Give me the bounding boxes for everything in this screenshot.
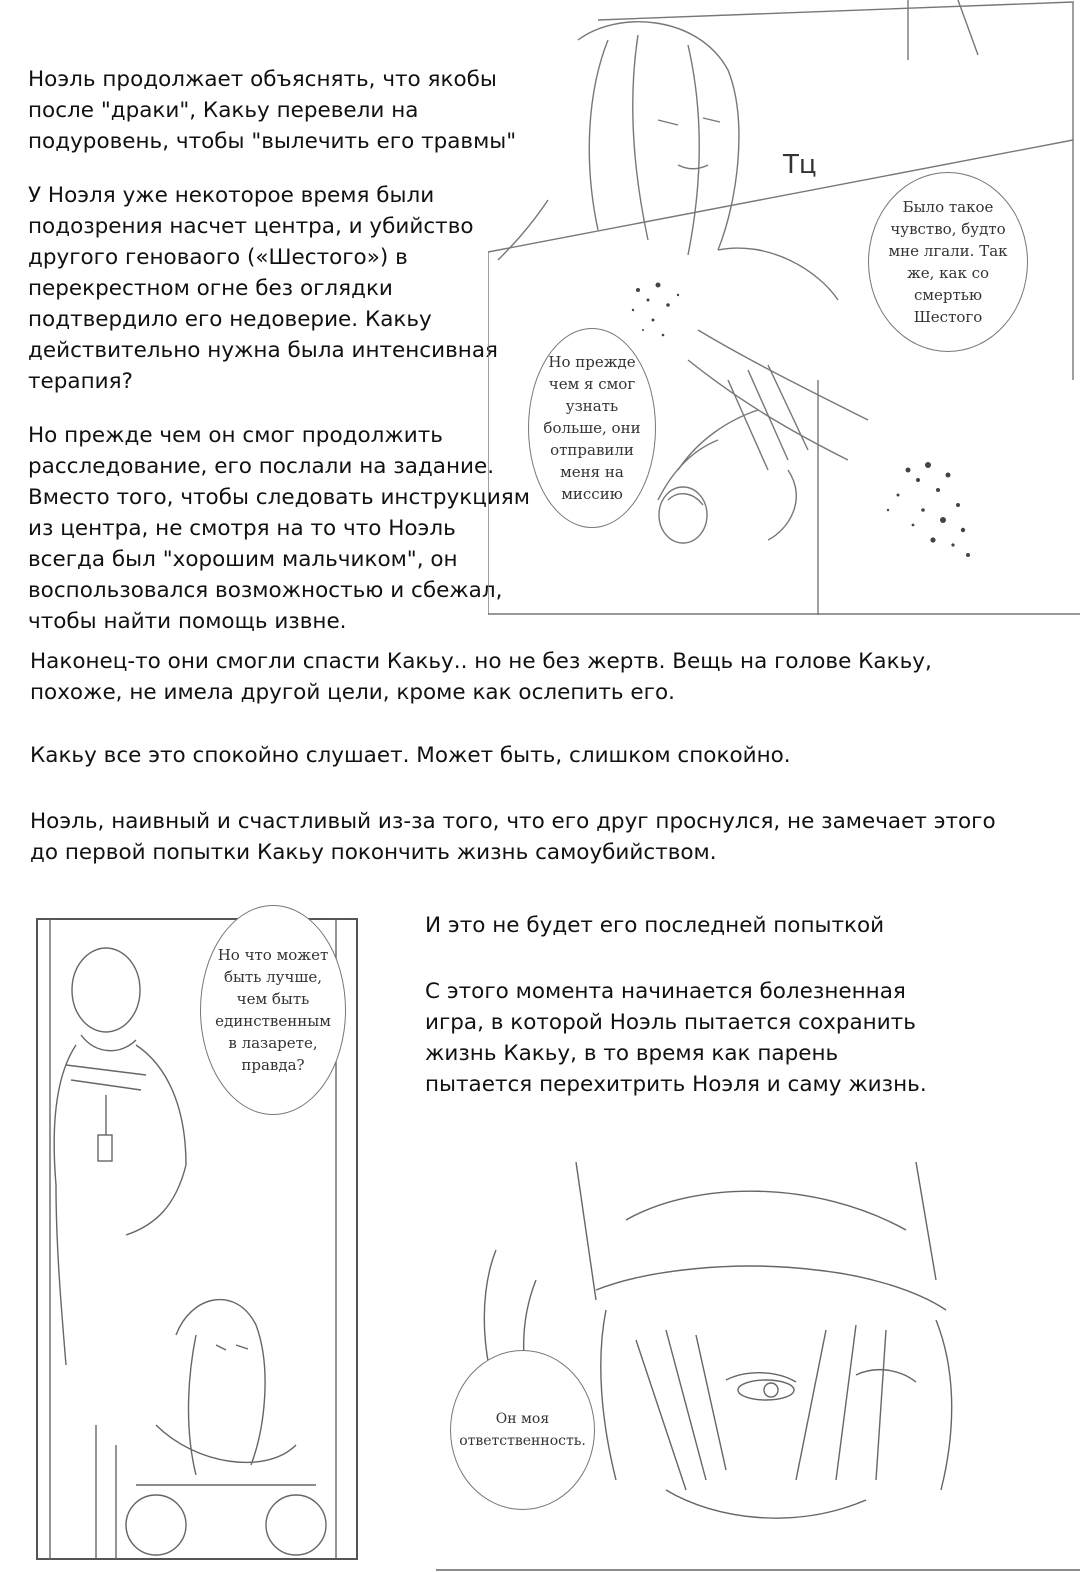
paragraph-naive: Ноэль, наивный и счастливый из-за того, что его друг проснулся, не замечает этого до первой попытки Какьу покончить жизнь самоубийством. <box>30 809 996 865</box>
paragraph-mission: Но прежде чем он смог продолжить расследование, его послали на задание. Вместо того, чтобы следовать инструкциям из центра, не смотря на то что Ноэль всегда был "хорошим мальчиком", он воспользовался возможностью и сбежал, чтобы найти помощь извне. <box>28 423 530 634</box>
sfx-tsk: Тц <box>783 150 817 180</box>
paragraph-suspicion: У Ноэля уже некоторое время были подозрения насчет центра, и убийство другого геноваого («Шестого») в перекрестном огне без оглядки подтвердило его недоверие. Какьу действительно нужна была интенсивная терапия? <box>28 183 498 394</box>
speech-bubble-infirmary: Но что может быть лучше, чем быть единственным в лазарете, правда? <box>200 905 346 1115</box>
paragraph-calm: Какьу все это спокойно слушает. Может быть, слишком спокойно. <box>30 743 791 768</box>
manga-panel-top-right <box>488 0 1080 615</box>
paragraph-intro: Ноэль продолжает объяснять, что якобы после "драки", Какьу перевели на подуровень, чтобы "вылечить его травмы" <box>28 67 517 154</box>
paragraph-rescue: Наконец-то они смогли спасти Какьу.. но не без жертв. Вещь на голове Какьу, похоже, не имела другой цели, кроме как ослепить его. <box>30 649 932 705</box>
manga-panel-bottom-left <box>36 905 398 1562</box>
speech-bubble-lied: Было такое чувство, будто мне лгали. Так же, как со смертью Шестого <box>868 172 1028 352</box>
paragraph-game: С этого момента начинается болезненная игра, в которой Ноэль пытается сохранить жизнь Какьу, в то время как парень пытается перехитрить Ноэля и саму жизнь. <box>425 979 927 1097</box>
speech-bubble-mission: Но прежде чем я смог узнать больше, они отправили меня на миссию <box>528 328 656 528</box>
manga-panel-bottom-right <box>436 1160 1080 1572</box>
speech-bubble-responsibility: Он моя ответственность. <box>450 1350 595 1510</box>
paragraph-last-attempt: И это не будет его последней попыткой <box>425 913 885 938</box>
